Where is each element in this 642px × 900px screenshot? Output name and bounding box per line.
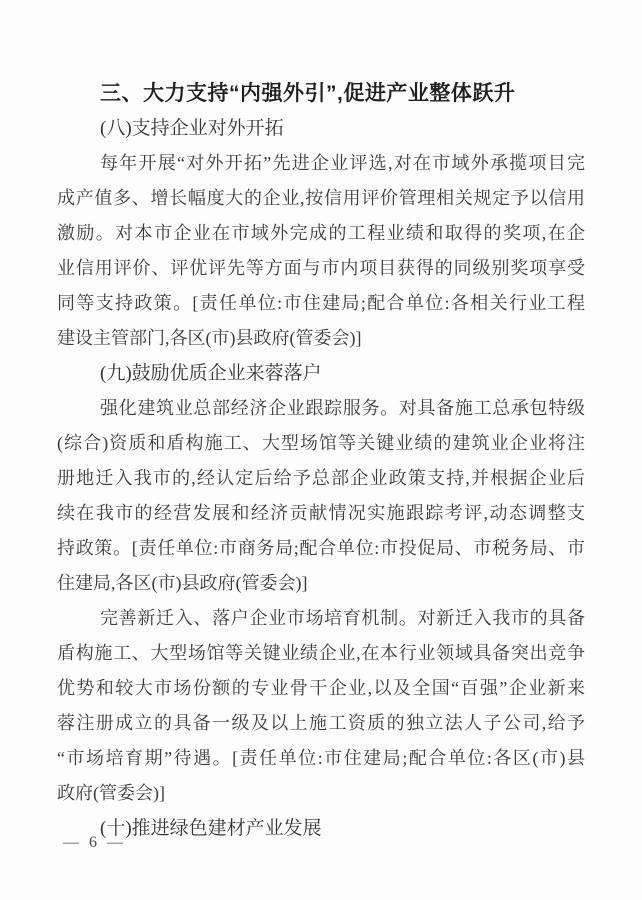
body-line: 续在我市的经营发展和经济贡献情况实施跟踪考评,动态调整支 [57,503,585,523]
body-line: 蓉注册成立的具备一级及以上施工资质的独立法人子公司,给予 [57,713,585,733]
body-line: 每年开展“对外开拓”先进企业评选,对在市域外承揽项目完 [100,153,585,173]
body-line: 建设主管部门,各区(市)县政府(管委会)] [57,328,362,348]
body-line: 住建局,各区(市)县政府(管委会)] [57,573,308,593]
body-line: 优势和较大市场份额的专业骨干企业,以及全国“百强”企业新来 [57,678,585,698]
subheading-10: (十)推进绿色建材产业发展 [100,818,322,839]
body-line: (综合)资质和盾构施工、大型场馆等关键业绩的建筑业企业将注 [57,433,585,453]
subheading-9: (九)鼓励优质企业来蓉落户 [100,363,322,384]
body-line: “市场培育期”待遇。[责任单位:市住建局;配合单位:各区(市)县 [57,748,585,768]
body-line: 强化建筑业总部经济企业跟踪服务。对具备施工总承包特级 [100,398,585,418]
page-number: — 6 — [63,834,126,851]
subheading-8: (八)支持企业对外开拓 [100,118,284,139]
body-line: 业信用评价、评优评先等方面与市内项目获得的同级别奖项享受 [57,258,585,278]
body-line: 激励。对本市企业在市域外完成的工程业绩和取得的奖项,在企 [57,223,585,243]
body-line: 册地迁入我市的,经认定后给予总部企业政策支持,并根据企业后 [57,468,585,488]
body-line: 成产值多、增长幅度大的企业,按信用评价管理相关规定予以信用 [57,188,585,208]
body-line: 同等支持政策。[责任单位:市住建局;配合单位:各相关行业工程 [57,293,585,313]
body-line: 完善新迁入、落户企业市场培育机制。对新迁入我市的具备 [100,608,585,628]
document-body [57,76,585,846]
body-line: 盾构施工、大型场馆等关键业绩企业,在本行业领域具备突出竞争 [57,643,585,663]
section-heading: 三、大力支持“内强外引”,促进产业整体跃升 [100,82,516,105]
body-line: 政府(管委会)] [57,783,165,803]
body-line: 持政策。[责任单位:市商务局;配合单位:市投促局、市税务局、市 [57,538,585,558]
